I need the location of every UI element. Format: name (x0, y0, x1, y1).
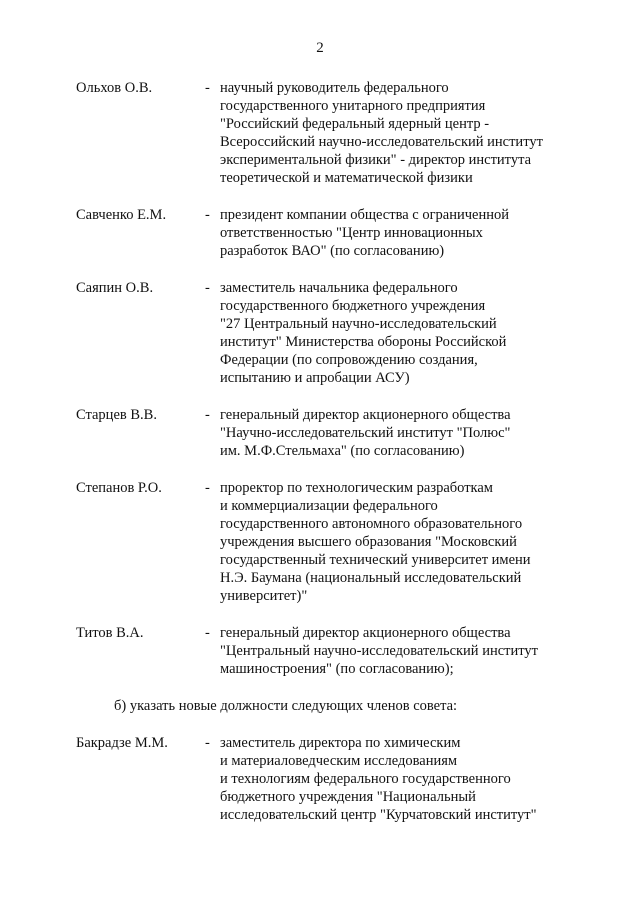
position-line: испытанию и апробации АСУ) (220, 370, 410, 386)
position-line: президент компании общества с ограниченной (220, 207, 510, 223)
member-name: Титов В.А. (76, 625, 144, 641)
position-line: генеральный директор акционерного общества (220, 407, 511, 423)
position-line: "Научно-исследовательский институт "Полюс" (220, 425, 511, 441)
position-line: и технологиям федерального государственного (220, 771, 511, 787)
position-line: государственного автономного образовательного (220, 516, 523, 532)
dash-separator: - (205, 280, 210, 296)
member-position (220, 624, 576, 678)
section-note: б) указать новые должности следующих членов совета: (114, 698, 458, 714)
position-line: Всероссийский научно-исследовательский институт (220, 134, 543, 150)
member-entry (76, 79, 576, 187)
position-line: ответственностью "Центр инновационных (220, 225, 483, 241)
member-name: Ольхов О.В. (76, 80, 153, 96)
dash-separator: - (205, 735, 210, 751)
position-line: генеральный директор акционерного общества (220, 625, 511, 641)
member-entry (76, 734, 576, 824)
member-position (220, 206, 576, 260)
member-name: Савченко Е.М. (76, 207, 167, 223)
dash-separator: - (205, 80, 210, 96)
position-line: им. М.Ф.Стельмаха" (по согласованию) (220, 443, 465, 459)
dash-separator: - (205, 407, 210, 423)
position-line: университет)" (220, 588, 308, 604)
position-line: "27 Центральный научно-исследовательский (220, 316, 497, 332)
position-line: Федерации (по сопровождению создания, (220, 352, 478, 368)
position-line: институт" Министерства обороны Российской (220, 334, 507, 350)
member-entry (76, 206, 576, 260)
member-list (76, 79, 576, 843)
position-line: Н.Э. Баумана (национальный исследовательский (220, 570, 522, 586)
member-entry (76, 479, 576, 605)
member-name: Саяпин О.В. (76, 280, 154, 296)
dash-separator: - (205, 625, 210, 641)
member-position (220, 279, 576, 387)
member-position (220, 406, 576, 460)
member-entry (76, 624, 576, 678)
page-number: 2 (316, 40, 324, 56)
position-line: исследовательский центр "Курчатовский институт" (220, 807, 537, 823)
position-line: государственного унитарного предприятия (220, 98, 486, 114)
position-line: "Российский федеральный ядерный центр - (220, 116, 490, 132)
member-name: Бакрадзе М.М. (76, 735, 168, 751)
position-line: учреждения высшего образования "Московский (220, 534, 517, 550)
position-line: "Центральный научно-исследовательский институт (220, 643, 538, 659)
member-position (220, 479, 576, 605)
position-line: государственный технический университет имени (220, 552, 531, 568)
member-position (220, 734, 576, 824)
position-line: и материаловедческим исследованиям (220, 753, 458, 769)
member-entry (76, 406, 576, 460)
member-position (220, 79, 576, 187)
member-entry (76, 279, 576, 387)
position-line: теоретической и математической физики (220, 170, 473, 186)
position-line: научный руководитель федерального (220, 80, 449, 96)
position-line: проректор по технологическим разработкам (220, 480, 493, 496)
member-name: Старцев В.В. (76, 407, 157, 423)
position-line: и коммерциализации федерального (220, 498, 438, 514)
position-line: заместитель директора по химическим (220, 735, 461, 751)
position-line: экспериментальной физики" - директор института (220, 152, 532, 168)
dash-separator: - (205, 207, 210, 223)
position-line: машиностроения" (по согласованию); (220, 661, 454, 677)
dash-separator: - (205, 480, 210, 496)
position-line: государственного бюджетного учреждения (220, 298, 486, 314)
position-line: заместитель начальника федерального (220, 280, 458, 296)
member-name: Степанов Р.О. (76, 480, 162, 496)
position-line: разработок ВАО" (по согласованию) (220, 243, 445, 259)
position-line: бюджетного учреждения "Национальный (220, 789, 476, 805)
